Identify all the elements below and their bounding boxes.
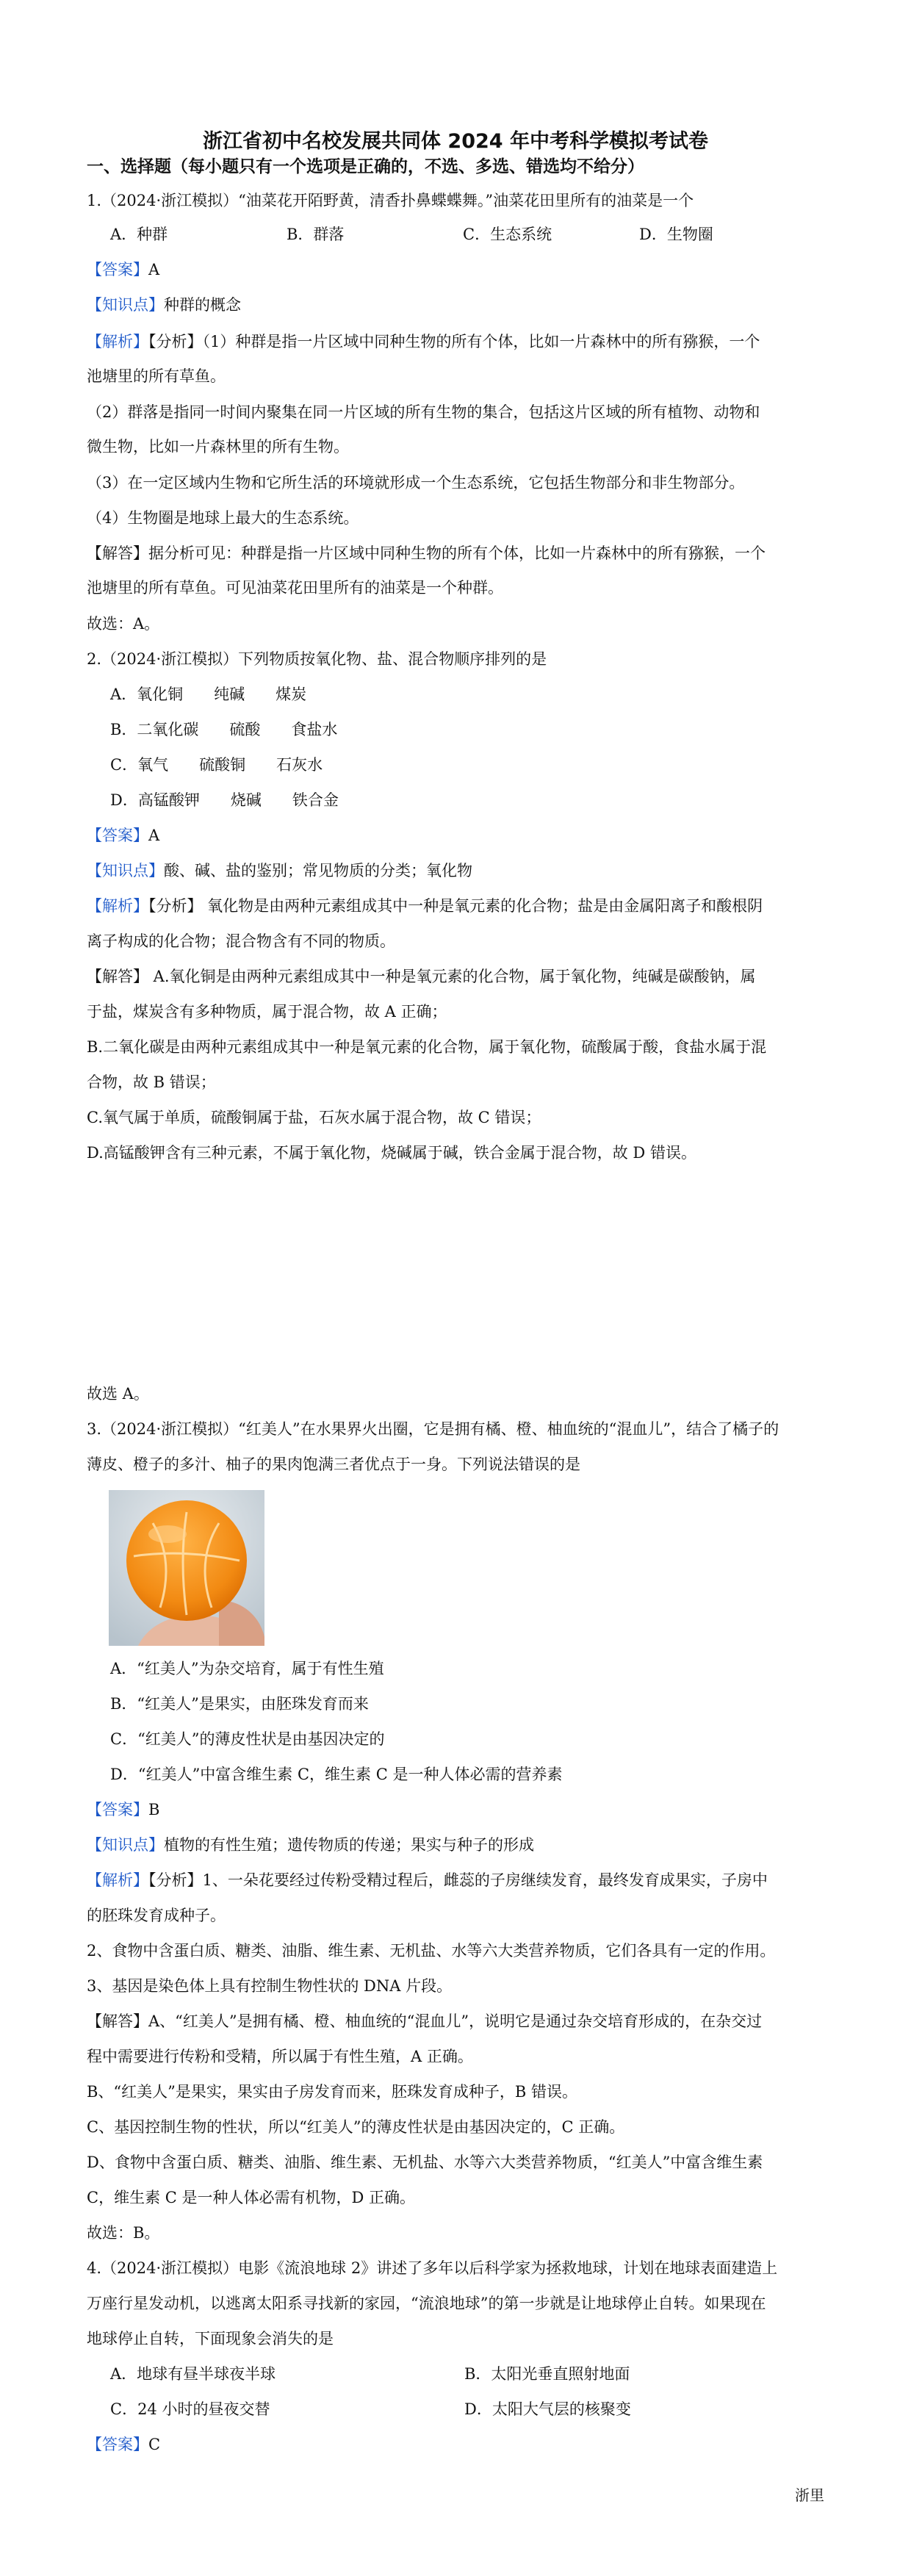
q1-conclusion: 故选：A。	[87, 615, 160, 633]
q2-analysis-line: 于盐，煤炭含有多种物质，属于混合物，故 A 正确；	[87, 1003, 447, 1021]
q3-analysis-line: C，维生素 C 是一种人体必需有机物，D 正确。	[87, 2189, 415, 2206]
q4-option-d: D．太阳大气层的核聚变	[464, 2400, 631, 2418]
q4-option-c: C．24 小时的昼夜交替	[110, 2400, 270, 2418]
q3-stem-line: 薄皮、橙子的多汁、柚子的果肉饱满三者优点于一身。下列说法错误的是	[87, 1456, 580, 1473]
q3-answer: 【答案】B	[87, 1801, 160, 1818]
q2-analysis-line: 【解析】【分析】 氧化物是由两种元素组成其中一种是氧元素的化合物；盐是由金属阳离子和酸根阴	[87, 897, 763, 915]
q2-conclusion: 故选 A。	[87, 1385, 149, 1403]
q2-analysis-line: 离子构成的化合物；混合物含有不同的物质。	[87, 932, 395, 950]
q3-analysis-line: 2、食物中含蛋白质、糖类、油脂、维生素、无机盐、水等六大类营养物质，它们各具有一定的作用。	[87, 1942, 776, 1960]
q2-answer: 【答案】A	[87, 827, 160, 844]
q3-analysis-line: 的胚珠发育成种子。	[87, 1907, 226, 1924]
q2-option-a: A．氧化铜 纯碱 煤炭	[110, 686, 307, 703]
q2-analysis-line: 合物，故 B 错误；	[87, 1073, 216, 1091]
q1-analysis-line: （3）在一定区域内生物和它所生活的环境就形成一个生态系统，它包括生物部分和非生物部分。	[87, 474, 745, 492]
orange-icon	[109, 1490, 264, 1646]
q1-analysis-line: 微生物，比如一片森林里的所有生物。	[87, 438, 349, 456]
q3-analysis-line: B、“红美人”是果实，果实由子房发育而来，胚珠发育成种子，B 错误。	[87, 2083, 578, 2101]
q2-knowledge: 【知识点】酸、碱、盐的鉴别；常见物质的分类；氧化物	[87, 862, 472, 879]
q4-option-b: B．太阳光垂直照射地面	[464, 2365, 630, 2383]
q3-analysis-line: 【解析】【分析】1、一朵花要经过传粉受精过程后，雌蕊的子房继续发育，最终发育成果实，子房中	[87, 1871, 768, 1889]
q1-analysis-line: 池塘里的所有草鱼。	[87, 367, 226, 385]
q1-option-d: D．生物圈	[639, 226, 713, 243]
q3-conclusion: 故选：B。	[87, 2224, 160, 2242]
q3-analysis-line: 程中需要进行传粉和受精，所以属于有性生殖，A 正确。	[87, 2048, 473, 2065]
q3-stem-line: 3.（2024·浙江模拟）“红美人”在水果界火出圈，它是拥有橘、橙、柚血统的“混血儿”，结合了橘子的	[87, 1420, 779, 1438]
q3-option-b: B．“红美人”是果实，由胚珠发育而来	[110, 1695, 369, 1713]
q1-option-a: A．种群	[110, 226, 168, 243]
q2-option-b: B．二氧化碳 硫酸 食盐水	[110, 721, 338, 738]
q2-analysis-line: C.氧气属于单质，硫酸铜属于盐，石灰水属于混合物，故 C 错误；	[87, 1109, 541, 1126]
page-title: 浙江省初中名校发展共同体 2024 年中考科学模拟考试卷	[203, 130, 708, 153]
q2-option-d: D．高锰酸钾 烧碱 铁合金	[110, 791, 339, 809]
q4-option-a: A．地球有昼半球夜半球	[110, 2365, 276, 2383]
q1-analysis-line: （2）群落是指同一时间内聚集在同一片区域的所有生物的集合，包括这片区域的所有植物、动物和	[87, 403, 760, 421]
q1-knowledge: 【知识点】种群的概念	[87, 296, 241, 314]
q3-option-d: D．“红美人”中富含维生素 C，维生素 C 是一种人体必需的营养素	[110, 1766, 563, 1783]
q3-analysis-line: C、基因控制生物的性状，所以“红美人”的薄皮性状是由基因决定的，C 正确。	[87, 2118, 625, 2136]
q2-stem: 2.（2024·浙江模拟）下列物质按氧化物、盐、混合物顺序排列的是	[87, 650, 547, 668]
q1-analysis-line: 【解析】【分析】（1）种群是指一片区域中同种生物的所有个体，比如一片森林中的所有猕猴，一个	[87, 333, 760, 350]
q1-stem: 1.（2024·浙江模拟）“油菜花开陌野黄，清香扑鼻蝶蝶舞。”油菜花田里所有的油菜是一个	[87, 192, 694, 209]
q1-analysis-line: 【解答】据分析可见：种群是指一片区域中同种生物的所有个体，比如一片森林中的所有猕猴，一个	[87, 544, 766, 562]
q3-knowledge: 【知识点】植物的有性生殖；遗传物质的传递；果实与种子的形成	[87, 1836, 534, 1854]
q3-option-c: C．“红美人”的薄皮性状是由基因决定的	[110, 1730, 385, 1748]
q1-analysis-line: （4）生物圈是地球上最大的生态系统。	[87, 509, 359, 527]
q2-option-c: C．氧气 硫酸铜 石灰水	[110, 756, 323, 774]
q3-analysis-line: 3、基因是染色体上具有控制生物性状的 DNA 片段。	[87, 1977, 453, 1995]
page-footer: 浙里	[795, 2486, 824, 2504]
q1-option-b: B．群落	[287, 226, 345, 243]
q4-stem-line: 地球停止自转，下面现象会消失的是	[87, 2330, 334, 2347]
q3-option-a: A．“红美人”为杂交培育，属于有性生殖	[110, 1660, 384, 1677]
q2-analysis-line: B.二氧化碳是由两种元素组成其中一种是氧元素的化合物，属于氧化物，硫酸属于酸，食盐水属于混	[87, 1038, 767, 1056]
q3-analysis-line: 【解答】A、“红美人”是拥有橘、橙、柚血统的“混血儿”，说明它是通过杂交培育形成的，在杂交过	[87, 2012, 763, 2030]
q1-analysis-line: 池塘里的所有草鱼。可见油菜花田里所有的油菜是一个种群。	[87, 579, 503, 597]
q3-analysis-line: D、食物中含蛋白质、糖类、油脂、维生素、无机盐、水等六大类营养物质，“红美人”中富含维生素	[87, 2154, 763, 2171]
q4-stem-line: 4.（2024·浙江模拟）电影《流浪地球 2》讲述了多年以后科学家为拯救地球，计划在地球表面建造上	[87, 2259, 778, 2277]
q4-answer: 【答案】C	[87, 2436, 161, 2453]
q1-answer: 【答案】A	[87, 261, 160, 278]
q2-analysis-line: D.高锰酸钾含有三种元素，不属于氧化物，烧碱属于碱，铁合金属于混合物，故 D 错误。	[87, 1144, 696, 1162]
q1-option-c: C．生态系统	[463, 226, 552, 243]
q2-analysis-line: 【解答】 A.氧化铜是由两种元素组成其中一种是氧元素的化合物，属于氧化物，纯碱是碳酸钠，属	[87, 968, 756, 985]
section-heading: 一、选择题（每小题只有一个选项是正确的，不选、多选、错选均不给分）	[87, 157, 644, 176]
q4-stem-line: 万座行星发动机，以逃离太阳系寻找新的家园，“流浪地球”的第一步就是让地球停止自转。如果现在	[87, 2295, 766, 2312]
